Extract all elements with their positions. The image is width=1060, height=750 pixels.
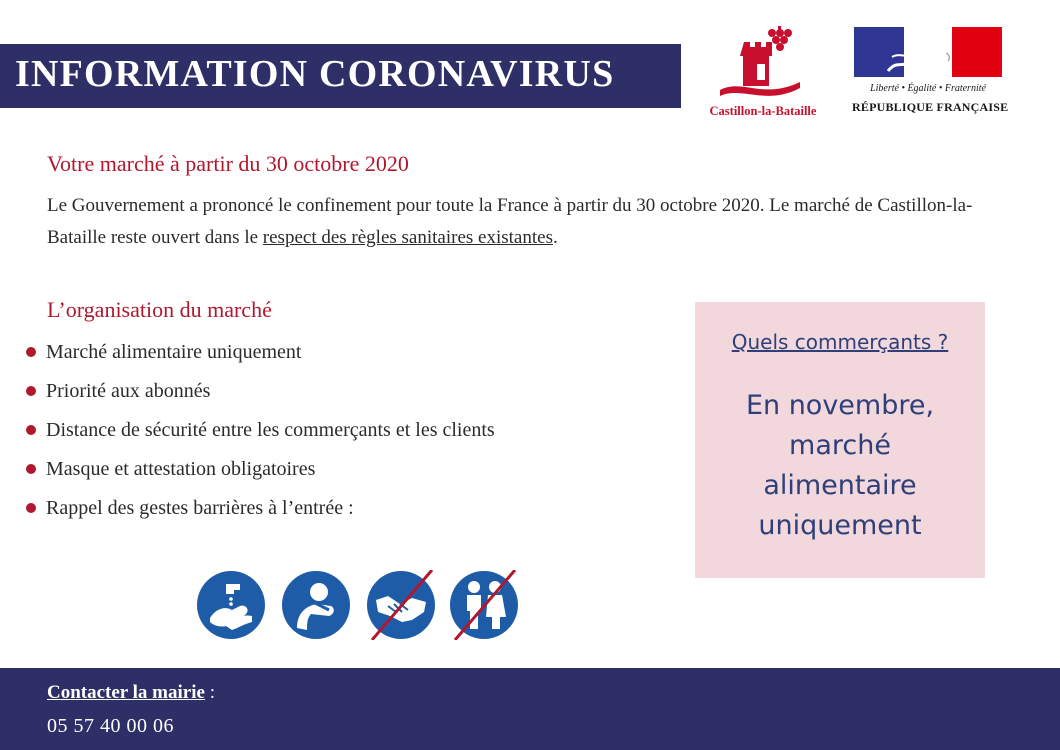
barrier-gestures-icons xyxy=(196,566,526,644)
organisation-list xyxy=(24,339,495,534)
footer xyxy=(0,668,1060,750)
hand-washing-icon xyxy=(196,570,266,640)
section-heading-organisation: L’organisation du marché xyxy=(47,297,272,322)
list-item-text: Priorité aux abonnés xyxy=(46,380,211,402)
castle-grapes-icon xyxy=(692,24,834,104)
bullet-icon xyxy=(26,464,36,474)
bullet-icon xyxy=(26,347,36,357)
rf-motto: Liberté • Égalité • Fraternité xyxy=(870,83,986,94)
list-item-text: Marché alimentaire uniquement xyxy=(46,341,302,363)
list-item xyxy=(24,417,495,456)
confinement-paragraph xyxy=(47,190,1007,254)
contact-label xyxy=(47,682,215,704)
no-handshake-icon xyxy=(366,570,436,640)
list-item-text: Rappel des gestes barrières à l’entrée : xyxy=(46,497,354,519)
page-title: INFORMATION CORONAVIRUS xyxy=(15,53,615,95)
list-item-text: Distance de sécurité entre les commerçants et les clients xyxy=(46,419,495,441)
list-item xyxy=(24,456,495,495)
list-item xyxy=(24,378,495,417)
paragraph-text: Le Gouvernement a prononcé le confinement pour toute la France à partir du 30 octobre 2020. Le marché de Castillon-la-Bataille reste ouvert dans le xyxy=(47,195,973,248)
republique-francaise-logo xyxy=(852,27,1009,119)
marianne-icon xyxy=(852,27,1004,79)
phone-number[interactable]: 05 57 40 00 06 xyxy=(47,715,174,737)
bullet-icon xyxy=(26,386,36,396)
bullet-icon xyxy=(26,425,36,435)
castillon-logo xyxy=(692,24,834,120)
list-item-text: Masque et attestation obligatoires xyxy=(46,458,316,480)
town-name: Castillon-la-Bataille xyxy=(709,104,817,118)
cough-into-elbow-icon xyxy=(281,570,351,640)
no-hugging-icon xyxy=(449,570,519,640)
info-box xyxy=(695,302,985,578)
contact-colon: : xyxy=(204,682,215,703)
rf-name: RÉPUBLIQUE FRANÇAISE xyxy=(852,100,1009,114)
list-item xyxy=(24,495,495,534)
sanitary-rules-link[interactable]: respect des règles sanitaires existantes xyxy=(262,227,553,248)
list-item xyxy=(24,339,495,378)
section-heading-market-date: Votre marché à partir du 30 octobre 2020 xyxy=(47,151,409,176)
bullet-icon xyxy=(26,503,36,513)
paragraph-end: . xyxy=(552,227,558,248)
title-banner xyxy=(0,44,681,108)
info-box-question: Quels commerçants ? xyxy=(731,330,949,354)
info-box-answer: En novembre, marché alimentaire uniquement xyxy=(745,390,935,541)
contact-link[interactable]: Contacter la mairie xyxy=(47,682,205,703)
